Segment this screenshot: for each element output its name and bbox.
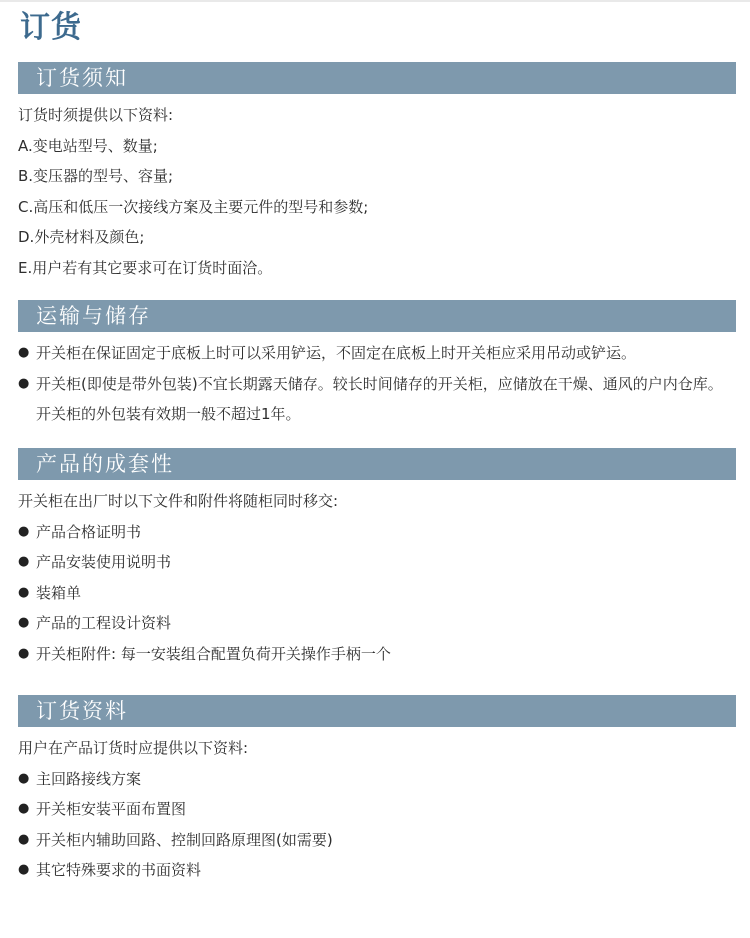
bullet-icon: ● — [18, 523, 30, 539]
bullet-item — [18, 639, 736, 670]
bullet-text: 开关柜附件: 每一安装组合配置负荷开关操作手柄一个 — [36, 644, 391, 663]
bullet-item — [18, 825, 736, 856]
bullet-item — [18, 578, 736, 609]
bullet-icon: ● — [18, 615, 30, 630]
page-title: 订货 — [20, 10, 82, 45]
bullet-icon: ● — [18, 554, 30, 569]
bullet-item — [18, 608, 736, 639]
bullet-icon: ● — [18, 831, 30, 847]
section-header: 订货须知 — [18, 62, 736, 94]
bullet-text: 开关柜内辅助回路、控制回路原理图(如需要) — [36, 830, 333, 849]
bullet-text: 开关柜在保证固定于底板上时可以采用铲运，不固定在底板上时开关柜应采用吊动或铲运。 — [36, 344, 637, 362]
section-header: 订货资料 — [18, 695, 736, 727]
bullet-text: 其它特殊要求的书面资料 — [36, 861, 202, 879]
bullet-text: 产品合格证明书 — [36, 522, 142, 541]
bullet-icon: ● — [18, 584, 30, 600]
list-item: B.变压器的型号、容量; — [18, 167, 174, 185]
bullet-text: 开关柜(即使是带外包装)不宜长期露天储存。较长时间储存的开关柜，应储放在干燥、通风的户内仓库。开关柜的外包装有效期一般不超过1年。 — [36, 374, 723, 423]
bullet-text: 产品的工程设计资料 — [36, 614, 172, 632]
top-divider — [0, 0, 750, 2]
bullet-icon: ● — [18, 345, 30, 360]
section-header: 运输与储存 — [18, 300, 736, 332]
section-order-notice — [18, 62, 736, 283]
bullet-text: 主回路接线方案 — [36, 769, 142, 788]
bullet-icon: ● — [18, 862, 30, 877]
bullet-item — [18, 547, 736, 578]
bullet-icon: ● — [18, 375, 30, 391]
list-item: C.高压和低压一次接线方案及主要元件的型号和参数; — [18, 197, 369, 216]
section-order-information — [18, 695, 736, 886]
bullet-item — [18, 855, 736, 886]
bullet-item — [18, 794, 736, 825]
section-product-completeness — [18, 448, 736, 669]
list-item: E.用户若有其它要求可在订货时面洽。 — [18, 258, 273, 277]
section-intro: 订货时须提供以下资料: — [18, 106, 174, 124]
bullet-text: 开关柜安装平面布置图 — [36, 800, 187, 818]
bullet-item — [18, 338, 736, 369]
bullet-text: 装箱单 — [36, 583, 82, 602]
list-item: D.外壳材料及颜色; — [18, 228, 145, 246]
bullet-icon: ● — [18, 645, 30, 661]
section-intro: 用户在产品订货时应提供以下资料: — [18, 739, 249, 757]
bullet-text: 产品安装使用说明书 — [36, 553, 172, 571]
section-intro: 开关柜在出厂时以下文件和附件将随柜同时移交: — [18, 492, 339, 510]
section-transport-storage — [18, 300, 736, 430]
bullet-icon: ● — [18, 770, 30, 786]
bullet-item — [18, 517, 736, 548]
section-header: 产品的成套性 — [18, 448, 736, 480]
bullet-item — [18, 764, 736, 795]
bullet-item — [18, 369, 736, 430]
bullet-icon: ● — [18, 801, 30, 816]
list-item: A.变电站型号、数量; — [18, 136, 158, 155]
